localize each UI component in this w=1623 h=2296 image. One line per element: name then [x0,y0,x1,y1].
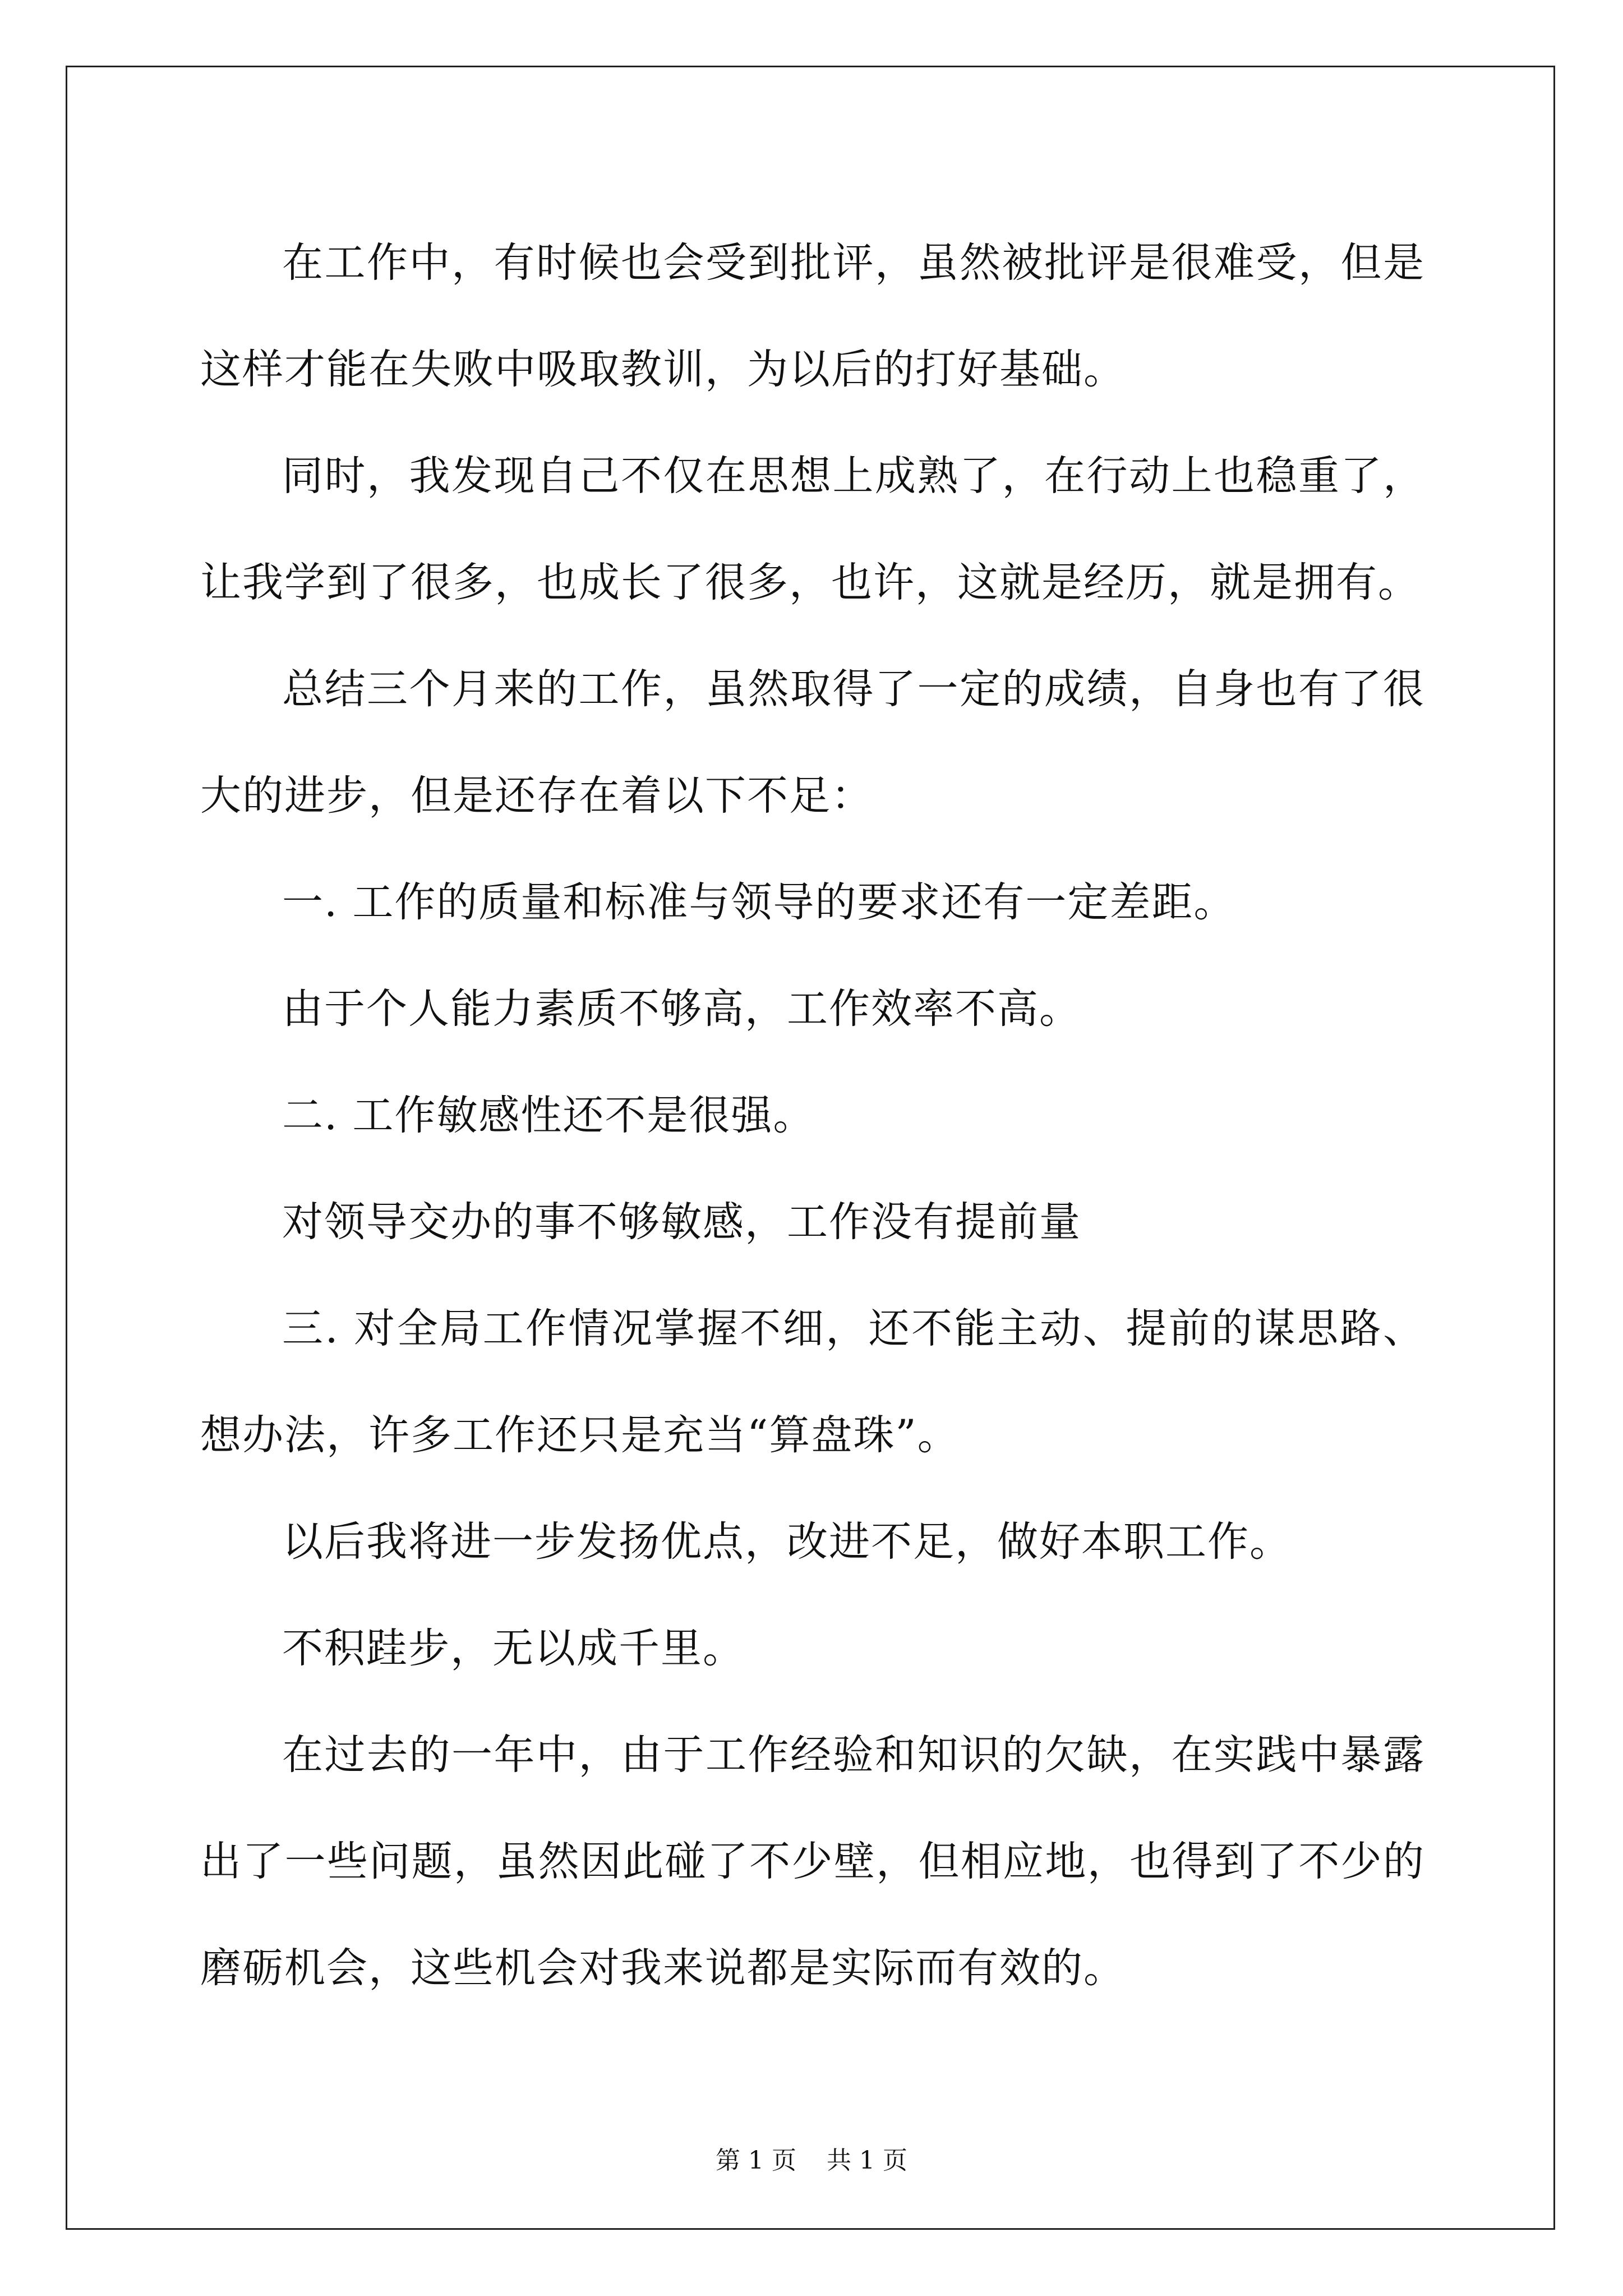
paragraph: 对领导交办的事不够敏感，工作没有提前量 [282,1198,1081,1246]
paragraph: 在工作中，有时候也会受到批评，虽然被批评是很难受，但是这样才能在失败中吸取教训，为以后的打好基础。 [200,239,1425,393]
list-item-heading: 三. 对全局工作情况掌握不细，还不能主动、提前的谋思路、想办法，许多工作还只是充当“算盘珠”。 [200,1305,1425,1459]
list-item-heading: 一. 工作的质量和标准与领导的要求还有一定差距。 [282,878,1236,926]
paragraph: 在过去的一年中，由于工作经验和知识的欠缺，在实践中暴露出了一些问题，虽然因此碰了不少壁，但相应地，也得到了不少的磨砺机会，这些机会对我来说都是实际而有效的。 [200,1731,1425,1992]
page-footer [0,2140,1623,2176]
document-body [200,210,1425,2022]
paragraph: 以后我将进一步发扬优点，改进不足，做好本职工作。 [282,1518,1292,1566]
paragraph: 总结三个月来的工作，虽然取得了一定的成绩，自身也有了很大的进步，但是还存在着以下不足： [200,665,1425,820]
paragraph: 由于个人能力素质不够高，工作效率不高。 [282,985,1081,1033]
page-number: 第 1 页 [716,2146,796,2175]
paragraph: 不积跬步，无以成千里。 [282,1625,745,1672]
list-item-heading: 二. 工作敏感性还不是很强。 [282,1092,815,1139]
paragraph: 同时，我发现自己不仅在思想上成熟了，在行动上也稳重了，让我学到了很多，也成长了很多，也许，这就是经历，就是拥有。 [200,452,1425,606]
page-total: 共 1 页 [827,2146,907,2175]
